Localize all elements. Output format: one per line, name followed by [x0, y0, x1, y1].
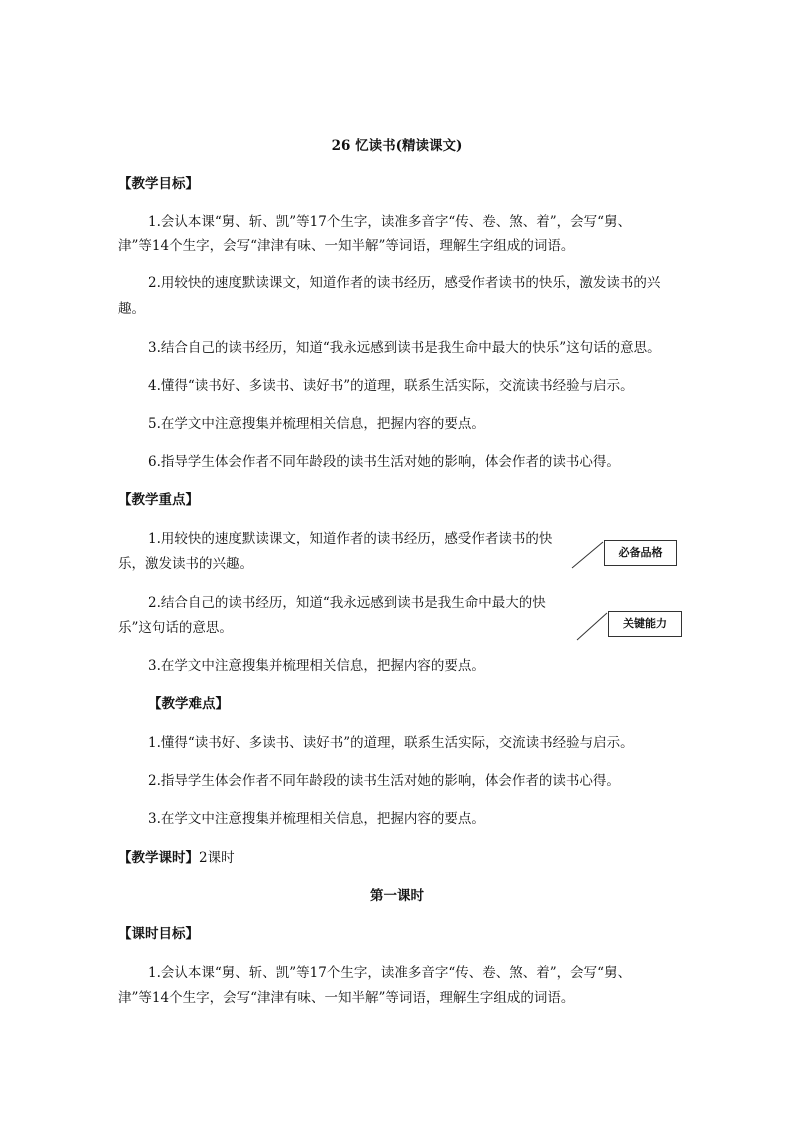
tag-key-ability: 关键能力 — [608, 611, 682, 637]
difficulty-line: 3.在学文中注意搜集并梳理相关信息，把握内容的要点。 — [148, 811, 485, 827]
goal-line: 2.用较快的速度默读课文，知道作者的读书经历，感受作者读书的快乐，激发读书的兴 — [148, 275, 661, 291]
callout-line-1 — [572, 542, 603, 568]
class-hours-value: 2课时 — [199, 850, 235, 866]
class-hours — [118, 849, 235, 867]
goal-line: 趣。 — [118, 301, 145, 317]
goal-line: 3.结合自己的读书经历，知道“我永远感到读书是我生命中最大的快乐”这句话的意思。 — [148, 340, 661, 356]
goal-line: 5.在学文中注意搜集并梳理相关信息，把握内容的要点。 — [148, 416, 485, 432]
lesson-title: 第一课时 — [370, 888, 424, 904]
difficulties-heading: 【教学难点】 — [148, 696, 229, 712]
key-point-line: 2.结合自己的读书经历，知道“我永远感到读书是我生命中最大的快 — [148, 595, 546, 611]
key-point-line: 乐，激发读书的兴趣。 — [118, 556, 253, 572]
callout-line-2 — [577, 613, 607, 640]
lesson-goal-line: 津”等14个生字，会写“津津有味、一知半解”等词语，理解生字组成的词语。 — [118, 990, 575, 1006]
goal-line: 津”等14个生字，会写“津津有味、一知半解”等词语，理解生字组成的词语。 — [118, 238, 575, 254]
key-point-line: 1.用较快的速度默读课文，知道作者的读书经历，感受作者读书的快 — [148, 531, 553, 547]
lesson-goals-heading: 【课时目标】 — [118, 926, 199, 942]
goals-heading: 【教学目标】 — [118, 176, 199, 192]
tag-required-character: 必备品格 — [604, 540, 677, 566]
document-title: 26 忆读书(精读课文) — [331, 138, 463, 154]
goal-line: 1.会认本课“舅、斩、凯”等17个生字，读准多音字“传、卷、煞、着”，会写“舅、 — [148, 214, 632, 230]
key-points-heading: 【教学重点】 — [118, 492, 199, 508]
difficulty-line: 1.懂得“读书好、多读书、读好书”的道理，联系生活实际，交流读书经验与启示。 — [148, 735, 634, 751]
key-point-line: 3.在学文中注意搜集并梳理相关信息，把握内容的要点。 — [148, 658, 485, 674]
goal-line: 4.懂得“读书好、多读书、读好书”的道理，联系生活实际，交流读书经验与启示。 — [148, 378, 634, 394]
goal-line: 6.指导学生体会作者不同年龄段的读书生活对她的影响，体会作者的读书心得。 — [148, 454, 620, 470]
key-point-line: 乐”这句话的意思。 — [118, 620, 233, 636]
class-hours-heading: 【教学课时】 — [118, 850, 199, 866]
lesson-goal-line: 1.会认本课“舅、斩、凯”等17个生字，读准多音字“传、卷、煞、着”，会写“舅、 — [148, 965, 632, 981]
difficulty-line: 2.指导学生体会作者不同年龄段的读书生活对她的影响，体会作者的读书心得。 — [148, 773, 620, 789]
